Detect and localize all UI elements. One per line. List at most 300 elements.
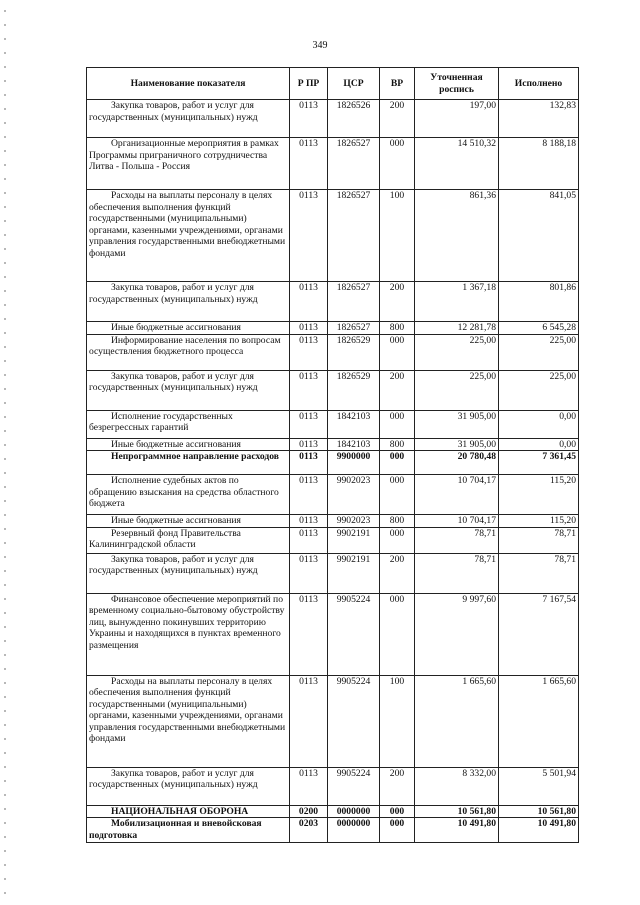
cell-rpr-text: 0113 — [299, 322, 318, 333]
cell-plan — [415, 805, 499, 818]
cell-rpr-text: 0203 — [298, 818, 319, 829]
cell-plan — [415, 767, 499, 805]
margin-dot — [4, 346, 6, 348]
cell-csr-text: 9902023 — [336, 515, 371, 526]
cell-vr — [380, 334, 415, 370]
margin-dot — [4, 542, 6, 544]
cell-plan-text: 10 491,80 — [457, 818, 496, 829]
margin-dot — [4, 472, 6, 474]
cell-plan-text: 225,00 — [469, 334, 496, 346]
cell-done — [499, 410, 579, 438]
cell-csr — [328, 818, 380, 843]
cell-vr-text: 200 — [389, 100, 405, 111]
cell-done — [499, 553, 579, 593]
cell-plan-text: 31 905,00 — [457, 438, 496, 450]
cell-name — [87, 282, 290, 322]
cell-csr-text: 1842103 — [336, 410, 371, 422]
cell-name — [87, 805, 290, 818]
table-row — [87, 767, 579, 805]
margin-dot — [4, 878, 6, 880]
cell-plan-text: 14 510,32 — [457, 138, 496, 149]
cell-done-text: 0,00 — [559, 410, 576, 422]
cell-plan-text: 20 780,48 — [457, 451, 496, 462]
table-row — [87, 553, 579, 593]
margin-dot — [4, 780, 6, 782]
margin-dot — [4, 794, 6, 796]
cell-plan-text: 10 704,17 — [457, 515, 496, 526]
cell-vr — [380, 438, 415, 451]
cell-rpr — [290, 675, 328, 767]
cell-rpr — [290, 451, 328, 475]
cell-done-text: 115,20 — [549, 475, 576, 486]
cell-rpr — [290, 515, 328, 528]
cell-done-text: 78,71 — [554, 527, 576, 539]
cell-name-text: Закупка товаров, работ и услуг для государственных (муниципальных) нужд — [89, 282, 258, 305]
cell-csr-text: 9902023 — [336, 475, 371, 486]
margin-dot — [4, 108, 6, 110]
cell-csr — [328, 767, 380, 805]
cell-vr — [380, 527, 415, 553]
margin-dot — [4, 752, 6, 754]
margin-dot — [4, 612, 6, 614]
cell-csr — [328, 438, 380, 451]
scan-margin-dots — [4, 0, 8, 905]
cell-vr-text: 200 — [389, 553, 405, 565]
margin-dot — [4, 332, 6, 334]
cell-vr-text: 200 — [389, 370, 405, 382]
cell-name — [87, 593, 290, 675]
cell-csr-text: 9905224 — [336, 767, 371, 779]
header-vr: ВР — [380, 68, 415, 100]
margin-dot — [4, 150, 6, 152]
margin-dot — [4, 262, 6, 264]
cell-rpr-text: 0113 — [299, 410, 318, 422]
cell-done-text: 225,00 — [549, 334, 576, 346]
cell-name-text: НАЦИОНАЛЬНАЯ ОБОРОНА — [111, 805, 249, 817]
cell-done — [499, 818, 579, 843]
cell-done — [499, 527, 579, 553]
cell-plan — [415, 370, 499, 410]
cell-name — [87, 527, 290, 553]
cell-done — [499, 451, 579, 475]
cell-done — [499, 767, 579, 805]
margin-dot — [4, 654, 6, 656]
cell-plan-text: 225,00 — [469, 370, 496, 382]
cell-plan-text: 197,00 — [469, 100, 496, 111]
margin-dot — [4, 122, 6, 124]
cell-csr — [328, 100, 380, 138]
header-done: Исполнено — [499, 68, 579, 100]
cell-csr-text: 0000000 — [336, 818, 371, 829]
cell-csr-text: 1826527 — [336, 282, 371, 293]
cell-csr-text: 1842103 — [336, 438, 371, 450]
cell-vr-text: 200 — [389, 282, 405, 293]
cell-name — [87, 370, 290, 410]
cell-vr-text: 800 — [389, 322, 405, 333]
cell-done — [499, 282, 579, 322]
margin-dot — [4, 514, 6, 516]
cell-vr — [380, 190, 415, 282]
margin-dot — [4, 836, 6, 838]
margin-dot — [4, 24, 6, 26]
margin-dot — [4, 458, 6, 460]
cell-done — [499, 334, 579, 370]
margin-dot — [4, 10, 6, 12]
cell-csr — [328, 553, 380, 593]
cell-vr — [380, 593, 415, 675]
cell-rpr-text: 0113 — [299, 451, 318, 462]
cell-vr — [380, 515, 415, 528]
table-row — [87, 475, 579, 515]
cell-name-text: Иные бюджетные ассигнования — [111, 322, 241, 333]
cell-vr — [380, 675, 415, 767]
table-row — [87, 334, 579, 370]
cell-rpr — [290, 593, 328, 675]
cell-name — [87, 190, 290, 282]
cell-done-text: 78,71 — [554, 553, 576, 565]
margin-dot — [4, 528, 6, 530]
cell-csr — [328, 190, 380, 282]
cell-vr-text: 200 — [389, 767, 405, 779]
header-csr: ЦСР — [328, 68, 380, 100]
margin-dot — [4, 626, 6, 628]
table-row — [87, 100, 579, 138]
margin-dot — [4, 696, 6, 698]
cell-done — [499, 438, 579, 451]
margin-dot — [4, 164, 6, 166]
margin-dot — [4, 234, 6, 236]
margin-dot — [4, 430, 6, 432]
table-row — [87, 675, 579, 767]
margin-dot — [4, 318, 6, 320]
cell-rpr-text: 0113 — [299, 553, 318, 565]
budget-execution-table — [86, 67, 579, 843]
margin-dot — [4, 94, 6, 96]
cell-vr — [380, 451, 415, 475]
cell-csr — [328, 138, 380, 190]
cell-rpr-text: 0113 — [299, 593, 318, 605]
cell-rpr — [290, 190, 328, 282]
cell-csr-text: 1826527 — [336, 190, 371, 201]
table-row — [87, 322, 579, 335]
table-row — [87, 190, 579, 282]
margin-dot — [4, 640, 6, 642]
cell-csr-text: 9900000 — [336, 451, 371, 462]
cell-name-text: Финансовое обеспечение мероприятий по временному социально-бытовому обустройству лиц, вынужденно покинувших территорию Украины и находящихся в пунктах временного размещения — [89, 593, 285, 651]
cell-csr — [328, 475, 380, 515]
cell-rpr-text: 0113 — [299, 515, 318, 526]
cell-plan-text: 10 704,17 — [457, 475, 496, 486]
cell-vr-text: 000 — [389, 818, 405, 829]
margin-dot — [4, 402, 6, 404]
cell-rpr-text: 0113 — [299, 527, 318, 539]
cell-done — [499, 190, 579, 282]
cell-name-text: Непрограммное направление расходов — [111, 451, 279, 462]
cell-done-text: 841,05 — [549, 190, 576, 201]
cell-csr-text: 1826527 — [336, 138, 371, 149]
cell-csr-text: 1826527 — [336, 322, 371, 333]
cell-rpr — [290, 282, 328, 322]
cell-done — [499, 675, 579, 767]
cell-rpr-text: 0113 — [299, 100, 318, 111]
cell-csr — [328, 410, 380, 438]
margin-dot — [4, 668, 6, 670]
cell-done-text: 7 167,54 — [542, 593, 576, 605]
cell-plan — [415, 515, 499, 528]
margin-dot — [4, 276, 6, 278]
cell-name-text: Резервный фонд Правительства Калининградской области — [89, 527, 241, 550]
cell-plan-text: 12 281,78 — [457, 322, 496, 333]
margin-dot — [4, 556, 6, 558]
cell-vr-text: 000 — [389, 805, 405, 817]
cell-csr — [328, 515, 380, 528]
cell-done-text: 801,86 — [549, 282, 576, 293]
cell-csr-text: 9905224 — [336, 593, 371, 605]
cell-csr-text: 9905224 — [336, 675, 371, 687]
cell-csr-text: 1826526 — [336, 100, 371, 111]
header-name: Наименование показателя — [87, 68, 290, 100]
cell-plan — [415, 322, 499, 335]
cell-rpr-text: 0113 — [299, 282, 318, 293]
cell-plan — [415, 553, 499, 593]
margin-dot — [4, 80, 6, 82]
cell-csr — [328, 527, 380, 553]
table-row — [87, 805, 579, 818]
cell-vr — [380, 767, 415, 805]
margin-dot — [4, 374, 6, 376]
cell-plan-text: 10 561,80 — [457, 805, 496, 817]
cell-csr — [328, 675, 380, 767]
cell-plan — [415, 527, 499, 553]
cell-csr-text: 9902191 — [336, 527, 371, 539]
cell-plan-text: 861,36 — [469, 190, 496, 201]
cell-plan-text: 9 997,60 — [462, 593, 496, 605]
cell-vr-text: 000 — [389, 138, 405, 149]
cell-name-text: Иные бюджетные ассигнования — [111, 515, 241, 526]
header-plan: Уточненная роспись — [415, 68, 499, 100]
margin-dot — [4, 388, 6, 390]
cell-csr-text: 9902191 — [336, 553, 371, 565]
margin-dot — [4, 570, 6, 572]
cell-name — [87, 438, 290, 451]
cell-vr-text: 000 — [389, 451, 405, 462]
table-row — [87, 282, 579, 322]
margin-dot — [4, 248, 6, 250]
cell-done-text: 115,20 — [549, 515, 576, 526]
cell-done-text: 10 491,80 — [537, 818, 576, 829]
margin-dot — [4, 864, 6, 866]
cell-rpr — [290, 100, 328, 138]
cell-rpr — [290, 438, 328, 451]
cell-name-text: Расходы на выплаты персоналу в целях обеспечения выполнения функций государственными (муниципальными) органами, казенными учреждениями, органами управления государственными внебюджетными фондами — [89, 190, 286, 259]
cell-rpr-text: 0113 — [299, 675, 318, 687]
cell-plan — [415, 100, 499, 138]
margin-dot — [4, 360, 6, 362]
cell-name-text: Организационные мероприятия в рамках Программы приграничного сотрудничества Литва - Польша - Россия — [89, 138, 279, 172]
cell-plan — [415, 818, 499, 843]
table-row — [87, 818, 579, 843]
cell-done-text: 225,00 — [549, 370, 576, 382]
cell-rpr-text: 0113 — [299, 190, 318, 201]
cell-name — [87, 818, 290, 843]
cell-name-text: Информирование населения по вопросам осуществления бюджетного процесса — [89, 334, 281, 357]
cell-vr — [380, 282, 415, 322]
cell-vr-text: 000 — [389, 410, 405, 422]
margin-dot — [4, 136, 6, 138]
cell-name — [87, 475, 290, 515]
margin-dot — [4, 304, 6, 306]
cell-csr — [328, 334, 380, 370]
cell-plan — [415, 438, 499, 451]
cell-plan — [415, 138, 499, 190]
margin-dot — [4, 724, 6, 726]
cell-vr — [380, 553, 415, 593]
cell-vr — [380, 370, 415, 410]
cell-name — [87, 553, 290, 593]
cell-csr — [328, 282, 380, 322]
cell-plan-text: 31 905,00 — [457, 410, 496, 422]
cell-done — [499, 100, 579, 138]
cell-csr — [328, 322, 380, 335]
cell-done — [499, 475, 579, 515]
cell-vr — [380, 818, 415, 843]
cell-vr-text: 800 — [389, 515, 405, 526]
cell-name-text: Исполнение государственных безрегрессных гарантий — [89, 410, 233, 433]
cell-done — [499, 138, 579, 190]
cell-rpr — [290, 475, 328, 515]
margin-dot — [4, 52, 6, 54]
cell-done-text: 6 545,28 — [542, 322, 576, 333]
cell-vr — [380, 805, 415, 818]
cell-name-text: Закупка товаров, работ и услуг для государственных (муниципальных) нужд — [89, 370, 258, 393]
margin-dot — [4, 206, 6, 208]
cell-plan-text: 78,71 — [474, 527, 496, 539]
cell-name-text: Закупка товаров, работ и услуг для государственных (муниципальных) нужд — [89, 767, 258, 790]
cell-done-text: 5 501,94 — [542, 767, 576, 779]
margin-dot — [4, 192, 6, 194]
margin-dot — [4, 486, 6, 488]
cell-done — [499, 515, 579, 528]
cell-rpr — [290, 818, 328, 843]
table-row — [87, 527, 579, 553]
cell-rpr — [290, 370, 328, 410]
cell-rpr — [290, 805, 328, 818]
cell-name — [87, 100, 290, 138]
cell-plan — [415, 475, 499, 515]
page-number: 349 — [312, 40, 328, 51]
cell-name — [87, 515, 290, 528]
table-row — [87, 451, 579, 475]
cell-plan — [415, 593, 499, 675]
cell-csr — [328, 805, 380, 818]
cell-plan — [415, 675, 499, 767]
cell-done-text: 0,00 — [559, 438, 576, 450]
cell-name-text: Мобилизационная и вневойсковая подготовка — [89, 818, 262, 841]
cell-done-text: 7 361,45 — [542, 451, 576, 462]
cell-plan — [415, 451, 499, 475]
cell-rpr-text: 0113 — [299, 370, 318, 382]
cell-plan-text: 1 367,18 — [462, 282, 496, 293]
margin-dot — [4, 290, 6, 292]
header-rpr: Р ПР — [290, 68, 328, 100]
cell-csr-text: 0000000 — [336, 805, 371, 817]
cell-rpr — [290, 322, 328, 335]
cell-rpr — [290, 527, 328, 553]
cell-name-text: Иные бюджетные ассигнования — [111, 438, 241, 450]
cell-plan — [415, 410, 499, 438]
cell-plan — [415, 334, 499, 370]
cell-vr-text: 000 — [389, 475, 405, 486]
cell-vr-text: 000 — [389, 334, 405, 346]
margin-dot — [4, 808, 6, 810]
cell-rpr — [290, 410, 328, 438]
margin-dot — [4, 66, 6, 68]
margin-dot — [4, 738, 6, 740]
cell-vr — [380, 410, 415, 438]
cell-rpr-text: 0200 — [298, 805, 319, 817]
margin-dot — [4, 444, 6, 446]
cell-done — [499, 370, 579, 410]
cell-done-text: 132,83 — [549, 100, 576, 111]
cell-name — [87, 322, 290, 335]
cell-csr-text: 1826529 — [336, 334, 371, 346]
cell-plan-text: 78,71 — [474, 553, 496, 565]
margin-dot — [4, 850, 6, 852]
table-row — [87, 370, 579, 410]
cell-vr — [380, 475, 415, 515]
cell-name — [87, 451, 290, 475]
cell-name-text: Закупка товаров, работ и услуг для государственных (муниципальных) нужд — [89, 553, 258, 576]
table-row — [87, 593, 579, 675]
cell-rpr — [290, 334, 328, 370]
cell-rpr — [290, 138, 328, 190]
cell-rpr — [290, 553, 328, 593]
cell-vr — [380, 138, 415, 190]
margin-dot — [4, 682, 6, 684]
cell-rpr-text: 0113 — [299, 767, 318, 779]
cell-name — [87, 410, 290, 438]
cell-name-text: Исполнение судебных актов по обращению взыскания на средства областного бюджета — [89, 475, 279, 509]
cell-vr — [380, 322, 415, 335]
cell-csr — [328, 593, 380, 675]
cell-name — [87, 675, 290, 767]
cell-plan-text: 8 332,00 — [462, 767, 496, 779]
table-header-row — [87, 68, 579, 100]
table-row — [87, 410, 579, 438]
margin-dot — [4, 178, 6, 180]
cell-plan — [415, 190, 499, 282]
cell-vr-text: 800 — [389, 438, 405, 450]
cell-vr-text: 000 — [389, 593, 405, 605]
cell-name-text: Закупка товаров, работ и услуг для государственных (муниципальных) нужд — [89, 100, 258, 123]
cell-csr — [328, 370, 380, 410]
cell-rpr-text: 0113 — [299, 138, 318, 149]
table-row — [87, 515, 579, 528]
cell-vr-text: 000 — [389, 527, 405, 539]
margin-dot — [4, 584, 6, 586]
table-row — [87, 138, 579, 190]
cell-plan-text: 1 665,60 — [462, 675, 496, 687]
margin-dot — [4, 822, 6, 824]
cell-plan — [415, 282, 499, 322]
cell-rpr-text: 0113 — [299, 475, 318, 486]
cell-done — [499, 322, 579, 335]
cell-name — [87, 138, 290, 190]
cell-done — [499, 805, 579, 818]
cell-name — [87, 767, 290, 805]
margin-dot — [4, 416, 6, 418]
margin-dot — [4, 766, 6, 768]
